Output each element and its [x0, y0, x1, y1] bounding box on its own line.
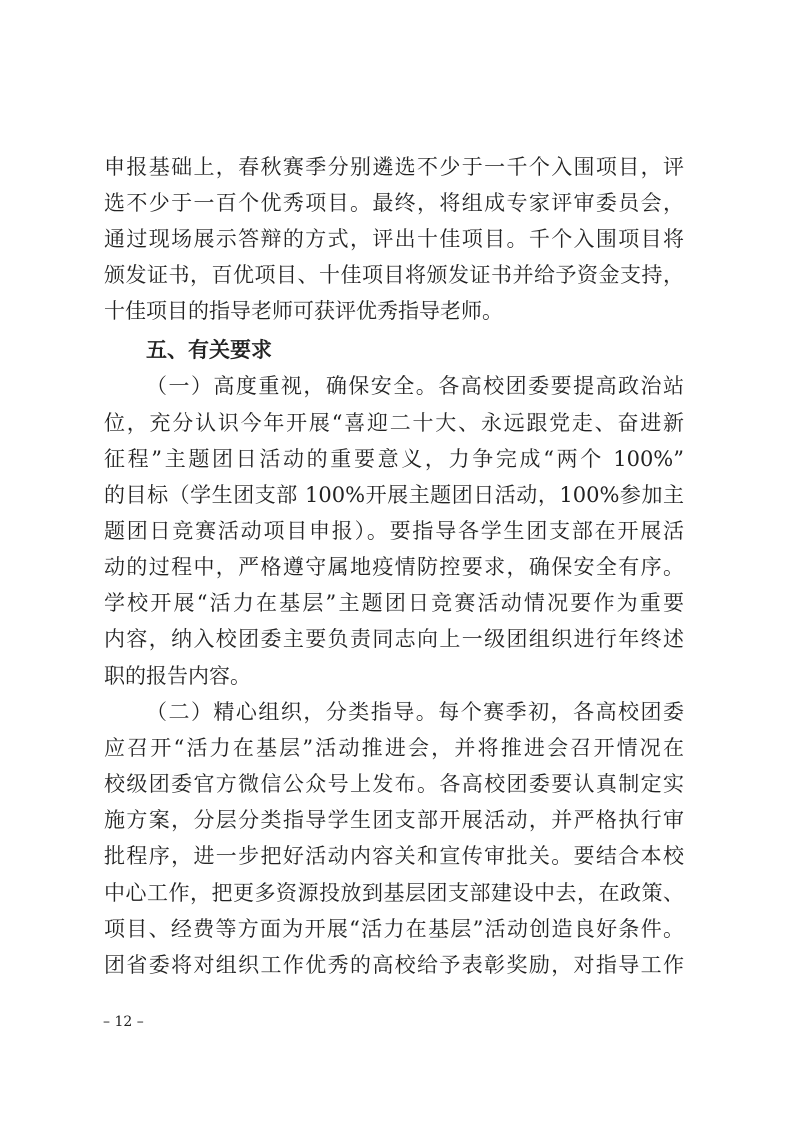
body-line: 颁发证书，百优项目、十佳项目将颁发证书并给予资金支持，: [104, 263, 684, 287]
body-line: 通过现场展示答辩的方式，评出十佳项目。千个入围项目将: [104, 227, 684, 251]
section-heading: 五、有关要求: [146, 338, 272, 362]
body-line: 位，充分认识今年开展“喜迎二十大、永远跟党走、奋进新: [104, 411, 684, 435]
body-line: 申报基础上，春秋赛季分别遴选不少于一千个入围项目，评: [104, 155, 684, 179]
body-line: 征程”主题团日活动的重要意义，力争完成“两个 100%”: [104, 447, 684, 471]
body-text: 各高校团委要提高政治站: [438, 374, 685, 398]
body-line: 团省委将对组织工作优秀的高校给予表彰奖励，对指导工作: [104, 953, 684, 977]
paragraph-first-line: [146, 369, 684, 403]
paragraph-first-line: [146, 695, 684, 729]
body-text: 每个赛季初，各高校团委: [438, 700, 685, 724]
body-line: 施方案，分层分类指导学生团支部开展活动，并严格执行审: [104, 808, 684, 832]
body-line: 十佳项目的指导老师可获评优秀指导老师。: [104, 299, 503, 323]
body-line: 题团日竞赛活动项目申报）。要指导各学生团支部在开展活: [104, 519, 684, 543]
body-line: 内容，纳入校团委主要负责同志向上一级团组织进行年终述: [104, 627, 684, 651]
body-line: 职的报告内容。: [104, 664, 251, 688]
body-line: 中心工作，把更多资源投放到基层团支部建设中去，在政策、: [104, 881, 684, 905]
body-line: 批程序，进一步把好活动内容关和宣传审批关。要结合本校: [104, 844, 684, 868]
body-line: 选不少于一百个优秀项目。最终，将组成专家评审委员会，: [104, 191, 684, 215]
body-line: 动的过程中，严格遵守属地疫情防控要求，确保安全有序。: [104, 555, 684, 579]
body-line: 的目标（学生团支部 100%开展主题团日活动，100%参加主: [104, 483, 684, 507]
body-line: 项目、经费等方面为开展“活力在基层”活动创造良好条件。: [104, 917, 684, 941]
body-line: 应召开“活力在基层”活动推进会，并将推进会召开情况在: [104, 736, 684, 760]
body-line: 校级团委官方微信公众号上发布。各高校团委要认真制定实: [104, 772, 684, 796]
page-number: – 12 –: [103, 1014, 144, 1030]
body-line: 学校开展“活力在基层”主题团日竞赛活动情况要作为重要: [104, 591, 684, 615]
paragraph-subhead: （二）精心组织，分类指导。: [146, 700, 439, 724]
paragraph-subhead: （一）高度重视，确保安全。: [146, 374, 439, 398]
